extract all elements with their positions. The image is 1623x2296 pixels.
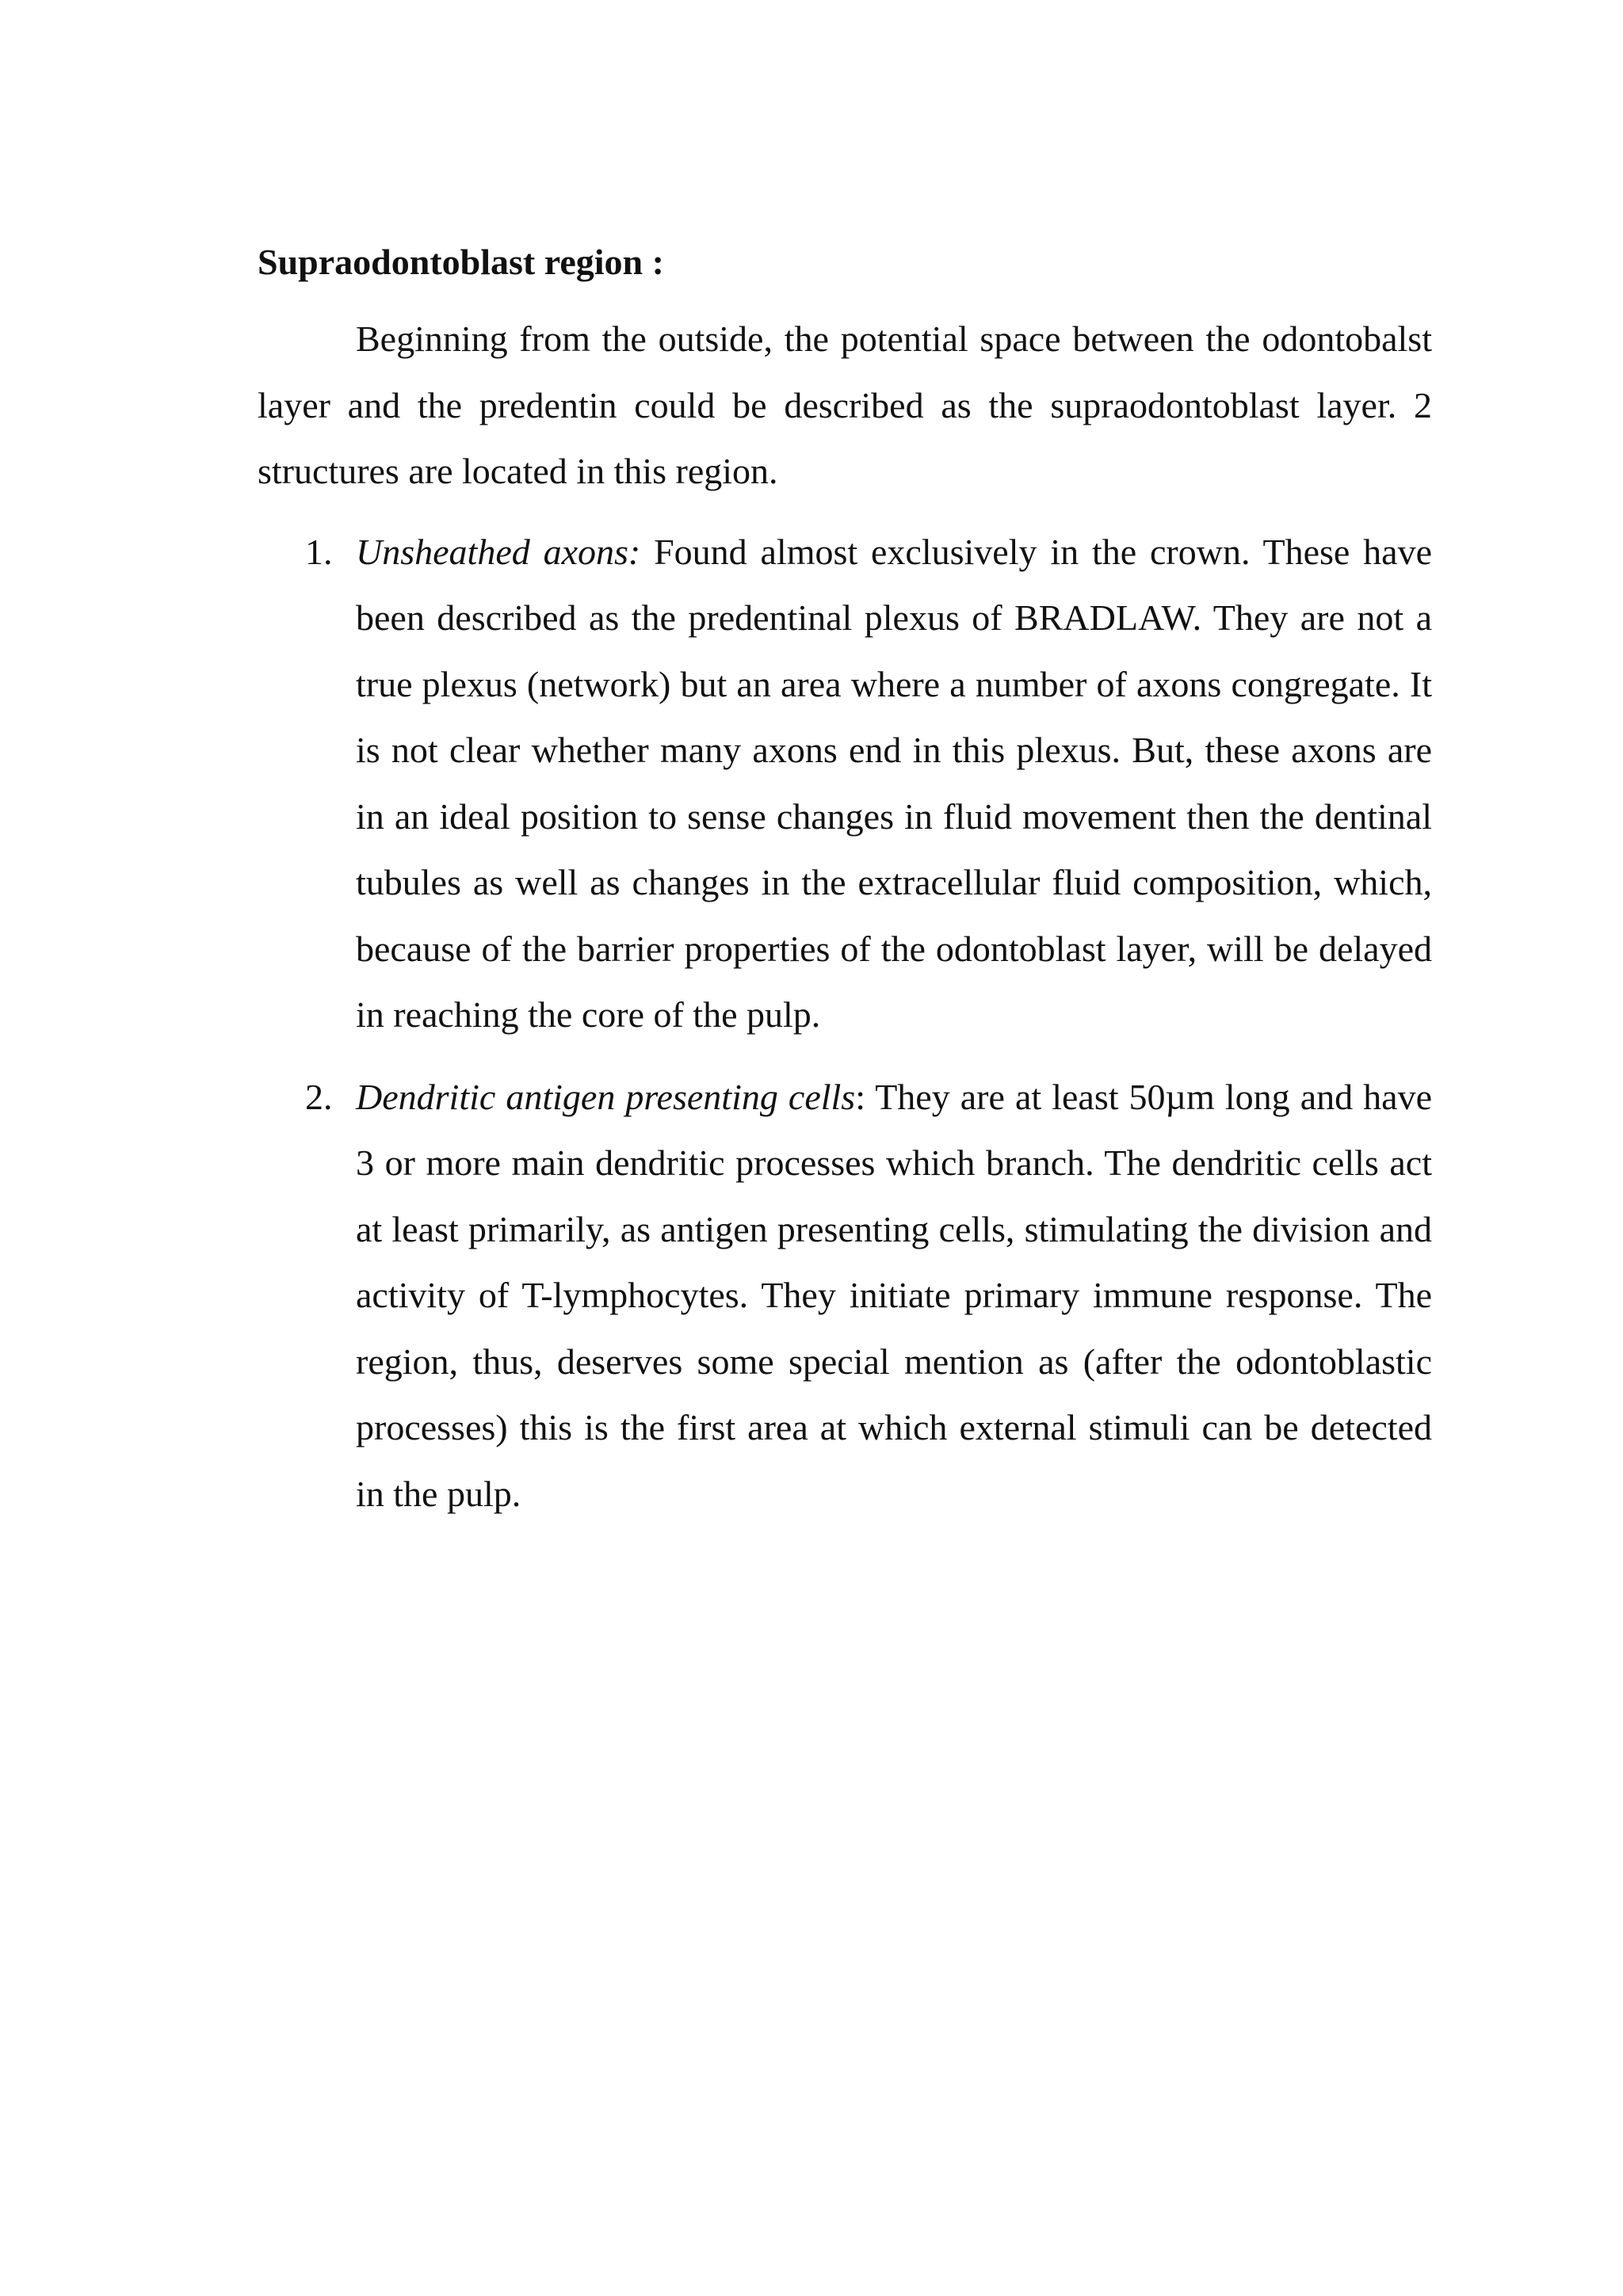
section-heading: Supraodontoblast region :: [258, 242, 664, 282]
list-item: [258, 1064, 1432, 1527]
list-item-text: : They are at least 50µm long and have 3 or more main dendritic processes which branch. The dendritic cells act at least primarily, as antigen presenting cells, stimulating the division and activity of T-lymphocytes. They initiate primary immune response. The region, thus, deserves some special mention as (after the odontoblastic processes) this is the first area at which external stimuli can be detected in the pulp.: [356, 1076, 1432, 1514]
structures-list: [258, 519, 1432, 1527]
list-item-number: 2.: [305, 1076, 333, 1117]
intro-paragraph: Beginning from the outside, the potential space between the odontobalst layer and the predentin could be described as the supraodontoblast layer. 2 structures are located in this region.: [258, 318, 1432, 491]
list-item-text: Found almost exclusively in the crown. These have been described as the predentinal plexus of BRADLAW. They are not a true plexus (network) but an area where a number of axons congregate. It is not clear whether many axons end in this plexus. But, these axons are in an ideal position to sense changes in fluid movement then the dentinal tubules as well as changes in the extracellular fluid composition, which, because of the barrier properties of the odontoblast layer, will be delayed in reaching the core of the pulp.: [356, 531, 1432, 1035]
list-item-term: Dendritic antigen presenting cells: [356, 1076, 856, 1117]
document-body: [258, 235, 1432, 1543]
list-item-number: 1.: [305, 531, 333, 572]
list-item: [258, 519, 1432, 1048]
list-item-term: Unsheathed axons:: [356, 531, 641, 572]
